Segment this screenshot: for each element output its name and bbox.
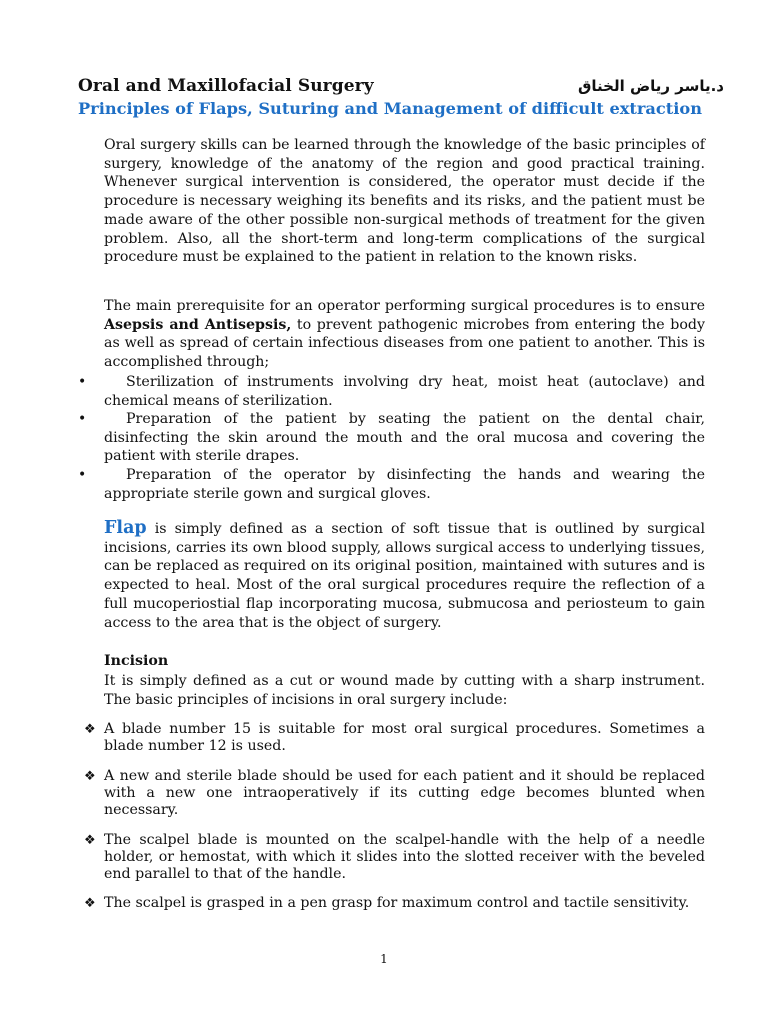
incision-definition-text: It is simply defined as a cut or wound made by cutting with a sharp instrument. The basic principles of incisions in oral surgery include:	[104, 673, 705, 708]
author-name-arabic: د.ياسر رياض الخناق	[577, 77, 724, 95]
bullet-icon: •	[78, 374, 87, 390]
list-item	[84, 895, 705, 912]
incision-heading: Incision	[104, 653, 169, 669]
flap-term: Flap	[104, 518, 147, 538]
intro-p1-text: Oral surgery skills can be learned through the knowledge of the basic principles of surgery, knowledge of the anatomy of the region and good practical training. Whenever surgical intervention is considered, the operator must decide if the procedure is necessary weighing its benefits and its risks, and the patient must be made aware of the other possible non-surgical methods of treatment for the given problem. Also, all the short-term and long-term complications of the surgical procedure must be explained to the patient in relation to the known risks.	[104, 137, 705, 266]
bullet-icon: •	[78, 411, 87, 427]
flap-definition	[104, 519, 705, 632]
intro-paragraph-1	[104, 136, 705, 267]
list-item-text: Sterilization of instruments involving dry heat, moist heat (autoclave) and chemical means of sterilization.	[104, 374, 705, 409]
list-item	[84, 768, 705, 819]
list-item-text: Preparation of the patient by seating the patient on the dental chair, disinfecting the skin around the mouth and the oral mucosa and covering the patient with sterile drapes.	[104, 411, 705, 465]
list-item	[84, 832, 705, 883]
list-item	[78, 410, 705, 466]
list-item	[84, 721, 705, 755]
diamond-bullet-icon: ❖	[84, 722, 96, 737]
bullet-icon: •	[78, 467, 87, 483]
intro-paragraph-2	[104, 297, 705, 372]
diamond-bullet-icon: ❖	[84, 769, 96, 784]
page-number: 1	[380, 952, 388, 966]
flap-definition-text: is simply defined as a section of soft tissue that is outlined by surgical incisions, carries its own blood supply, allows surgical access to underlying tissues, can be replaced as required on its original position, maintained with sutures and is expected to heal. Most of the oral surgical procedures require the reflection of a full mucoperiostial flap incorporating mucosa, submucosa and periosteum to gain access to the area that is the object of surgery.	[104, 521, 705, 631]
list-item-text: The scalpel is grasped in a pen grasp for maximum control and tactile sensitivity.	[104, 895, 690, 911]
diamond-bullet-icon: ❖	[84, 833, 96, 848]
asepsis-antisepsis-term: Asepsis and Antisepsis,	[104, 316, 292, 333]
diamond-bullet-icon: ❖	[84, 896, 96, 911]
intro-p2-after: to prevent pathogenic microbes from entering the body as well as spread of certain infectious diseases from one patient to another. This is accomplished through;	[104, 316, 705, 371]
course-title: Oral and Maxillofacial Surgery	[78, 76, 374, 96]
incision-definition	[104, 672, 705, 709]
intro-p2-before: The main prerequisite for an operator performing surgical procedures is to ensure	[104, 298, 705, 314]
page-header	[78, 76, 724, 100]
lecture-subtitle: Principles of Flaps, Suturing and Management of difficult extraction	[78, 99, 702, 118]
list-item-text: A new and sterile blade should be used for each patient and it should be replaced with a new one intraoperatively if its cutting edge becomes blunted when necessary.	[104, 768, 705, 818]
list-item-text: Preparation of the operator by disinfecting the hands and wearing the appropriate sterile gown and surgical gloves.	[104, 467, 705, 502]
list-item	[78, 466, 705, 503]
list-item-text: The scalpel blade is mounted on the scalpel-handle with the help of a needle holder, or hemostat, with which it slides into the slotted receiver with the beveled end parallel to that of the handle.	[104, 832, 705, 882]
list-item-text: A blade number 15 is suitable for most oral surgical procedures. Sometimes a blade number 12 is used.	[104, 721, 705, 754]
list-item	[78, 373, 705, 410]
